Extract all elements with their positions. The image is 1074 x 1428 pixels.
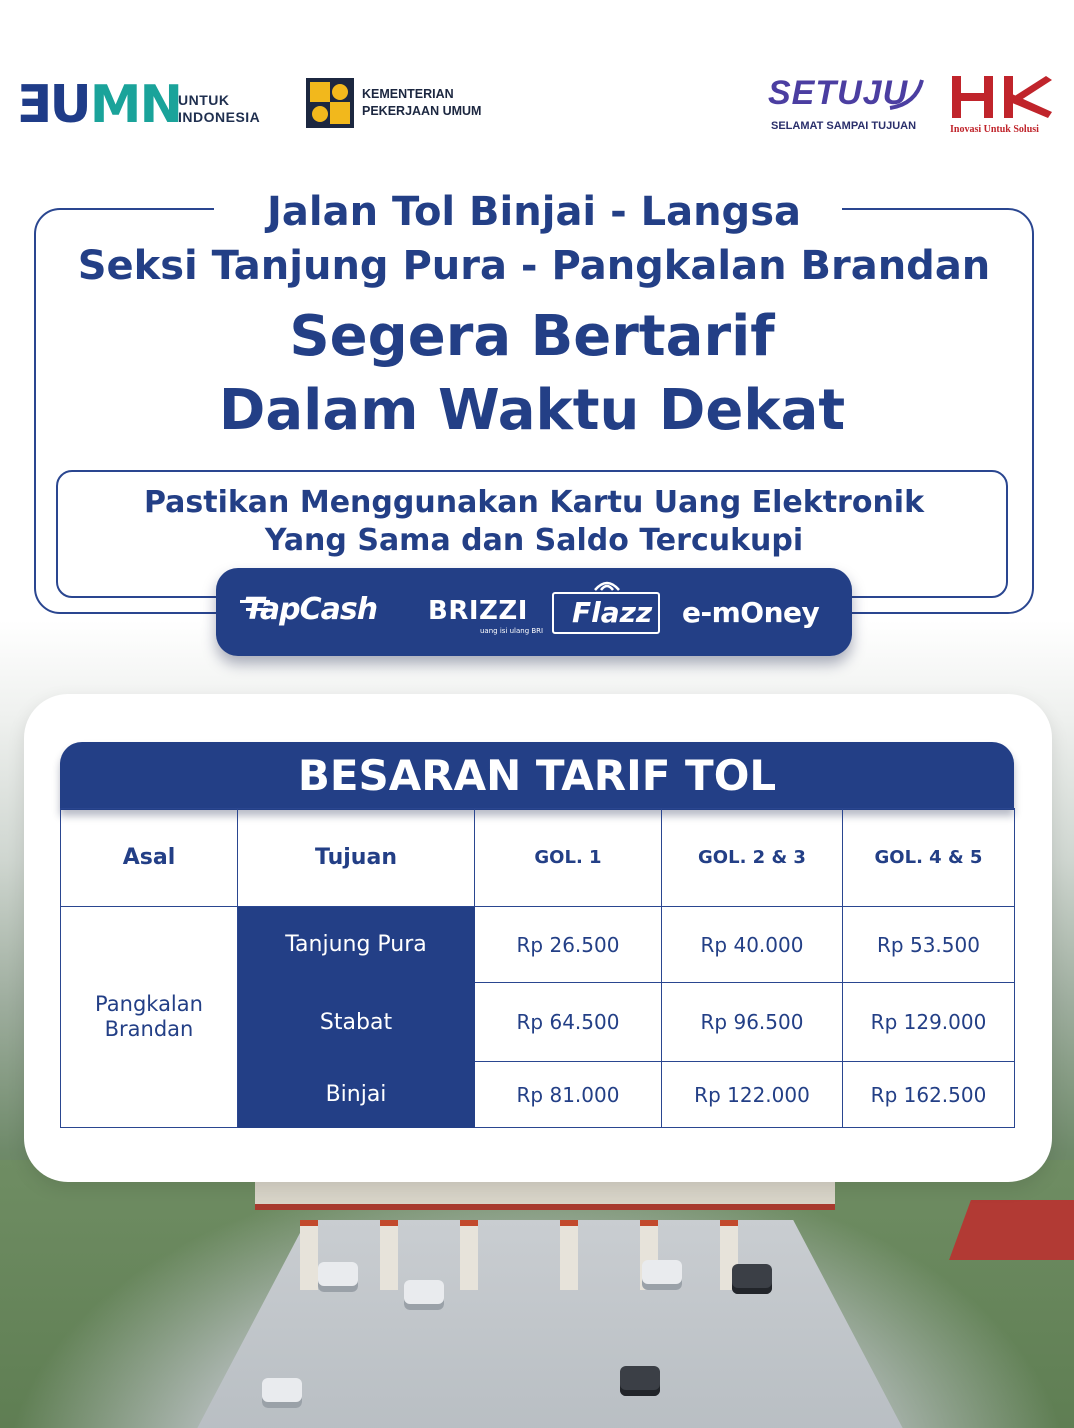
toll-gate-canopy <box>255 1180 835 1210</box>
pu-text <box>362 86 481 120</box>
swoosh-icon <box>886 78 926 112</box>
car <box>318 1262 358 1292</box>
pu-line1: KEMENTERIAN <box>362 87 454 101</box>
heading-main-line2: Dalam Waktu Dekat <box>218 378 846 443</box>
destination-cell: Binjai <box>238 1062 475 1128</box>
hk-mark-icon <box>948 72 1054 122</box>
bumn-tagline-line2: INDONESIA <box>178 109 261 125</box>
car <box>620 1366 660 1396</box>
bumn-tagline <box>178 92 260 126</box>
toll-booth <box>460 1220 478 1290</box>
bumn-tagline-line1: UNTUK <box>178 92 230 108</box>
notice-line2: Yang Sama dan Saldo Tercukupi <box>264 523 804 558</box>
emoney-logo: e-mOney <box>682 596 820 629</box>
tariff-cell: Rp 26.500 <box>475 907 662 983</box>
building-roof <box>949 1200 1074 1260</box>
brizzi-tagline: uang isi ulang BRI <box>480 627 544 635</box>
column-header-asal: Asal <box>61 809 238 907</box>
setuju-logo <box>766 74 926 136</box>
heading-main-line1: Segera Bertarif <box>289 304 775 369</box>
heading-section-name: Seksi Tanjung Pura - Pangkalan Brandan <box>77 243 991 289</box>
table-header-row <box>61 809 1015 907</box>
column-header-gol23: GOL. 2 & 3 <box>662 809 843 907</box>
toll-booth <box>380 1220 398 1290</box>
toll-booth <box>300 1220 318 1290</box>
tariff-cell: Rp 162.500 <box>843 1062 1015 1128</box>
column-header-tujuan: Tujuan <box>238 809 475 907</box>
table-row <box>61 907 1015 983</box>
e-money-cards-bar <box>216 568 852 656</box>
column-header-gol1: GOL. 1 <box>475 809 662 907</box>
tariff-cell: Rp 40.000 <box>662 907 843 983</box>
setuju-tagline: SELAMAT SAMPAI TUJUAN <box>771 120 917 132</box>
tariff-table <box>60 808 1015 1128</box>
notice-line1: Pastikan Menggunakan Kartu Uang Elektronik <box>143 485 925 520</box>
car <box>404 1280 444 1310</box>
toll-booth <box>560 1220 578 1290</box>
tariff-table-title: BESARAN TARIF TOL <box>297 751 777 800</box>
bumn-logo <box>16 75 266 135</box>
kementerian-pu-logo <box>306 78 506 130</box>
tariff-cell: Rp 81.000 <box>475 1062 662 1128</box>
car <box>732 1264 772 1294</box>
origin-cell: Pangkalan Brandan <box>61 907 238 1128</box>
pu-line2: PEKERJAAN UMUM <box>362 104 482 118</box>
flazz-logo: Flazz <box>572 596 653 629</box>
hutama-karya-logo <box>948 72 1054 136</box>
tariff-cell: Rp 129.000 <box>843 983 1015 1062</box>
pu-emblem-icon <box>306 78 354 128</box>
tariff-cell: Rp 122.000 <box>662 1062 843 1128</box>
brizzi-logo: BRIZZI <box>428 596 528 626</box>
tariff-cell: Rp 53.500 <box>843 907 1015 983</box>
heading-road-name: Jalan Tol Binjai - Langsa <box>266 189 801 235</box>
hk-tagline: Inovasi Untuk Solusi <box>950 124 1039 135</box>
car <box>642 1260 682 1290</box>
column-header-gol45: GOL. 4 & 5 <box>843 809 1015 907</box>
destination-cell: Stabat <box>238 983 475 1062</box>
contactless-icon <box>592 576 622 592</box>
bumn-wordmark: ƎUMN <box>16 75 182 135</box>
setuju-wordmark: SETUJU <box>768 74 909 112</box>
car <box>262 1378 302 1408</box>
tapcash-logo: TapCash <box>244 592 378 627</box>
tariff-cell: Rp 64.500 <box>475 983 662 1062</box>
destination-cell: Tanjung Pura <box>238 907 475 983</box>
tariff-cell: Rp 96.500 <box>662 983 843 1062</box>
toll-plaza-photo <box>0 1160 1074 1428</box>
